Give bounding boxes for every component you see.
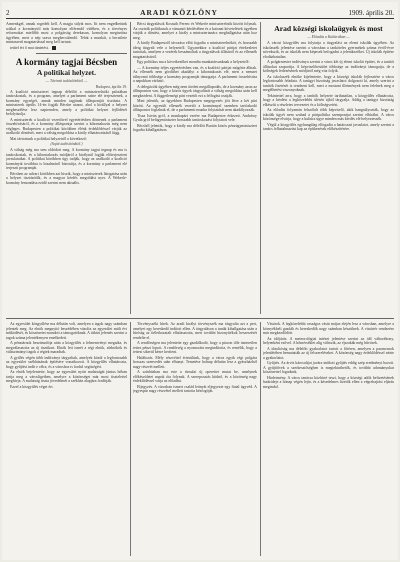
- article-paragraph: A király Budapestről távozása előtt fogadta a miniszterelnököt, és hosszabb ideig tárgyalt vele a helyzetről. Ugyanekkor a koalíció pártjai értekezletet tartottak, amelyen a vezérek beszámoltak a tárgyalások állásáról és az ellenzék magatartásáról.: [133, 41, 257, 59]
- newspaper-page: [2, 2, 398, 560]
- article-paragraph: Hirdetmény. A város tanácsa közhírré teszi, hogy a községi adók befizetésének határideje a hónap végén lejár, és a késedelmes fizetők ellen a végrehajtási eljárás megindul.: [263, 375, 394, 389]
- article-paragraph: A színházban ma este a társulat új operettet mutat be, amelynek előkészületei napok óta folynak. A szereposztás kitűnő, és a közönség nagy érdeklődéssel várja az előadást.: [133, 370, 257, 383]
- page-number: 2: [6, 8, 10, 17]
- article-paragraph: A koalíció miniszterei tegnap délelőtt a miniszterelnöki palotában tanácskoztak, és a program, amelyet a parlament színe elé terjesztenek, a kormány egységét, annak minden tagjának álláspontját tisztázta. A miniszterek április 14-én fogják Bécsbe utazni, ahol a királlyal a helyzet megbeszélése lesz napirenden, amely a politikai helyzet fejlődését befolyásolja.: [6, 89, 127, 116]
- article-paragraph: A városi közgyűlés ma folytatja a tárgyalást az elemi iskolák ügyében. Az iskolaszék jelentése szerint a városban a tanköteles gyermekek száma évről-évre növekszik, és az iskolák nem képesek befogadni a jelentkezőket. Új iskolák építése elodázhatatlan.: [263, 41, 394, 59]
- article-paragraph: Végül a közgyűlés egyhangúlag elfogadta a határozati javaslatot, amely szerint a tanács felhatalmazást kap az építkezések előkészítésére.: [263, 122, 394, 131]
- article-paragraph: Mai táviratunk a politikai helyzetről a következő:: [10, 136, 87, 141]
- column-rule: [130, 22, 131, 314]
- lower-column-2: [133, 322, 257, 556]
- end-mark-icon: [52, 46, 56, 50]
- column-2: [133, 22, 257, 316]
- section-divider: [6, 318, 394, 319]
- column-3: [263, 22, 394, 316]
- article-paragraph: A válság még ma sem oldódott meg. A kormány tagjai tegnap és ma is tanácskoztak, és a kibontakozás módjáról a királynál fogják előterjeszteni javaslataikat. A politikai körökben úgy tudják, hogy az uralkodó a koalíció kormányát továbbra is bizalmáról biztosítja, és a kormány a parlament elé terjeszti programját.: [6, 148, 127, 170]
- lower-column-3: [263, 322, 394, 556]
- article-paragraph: A polgármester indítványa szerint a város két új elemi iskolát építtet, és a tanítói állásokat szaporítja. A képviselőtestület többsége az indítványt támogatja, de a költségek fedezésének módjáról még vita folyik.: [263, 60, 394, 73]
- intro-paragraph: tetttel ért ő mai tüntetést.: [6, 46, 127, 51]
- byline: — Előadás a Kultúrában —: [307, 35, 350, 39]
- byline: Budapest, április 19.: [95, 84, 127, 89]
- column-rule: [260, 22, 261, 314]
- intro-paragraph: Armenkgel, annak rogedelt kell. A magja súlyát mos. Itt nem engedhetünk sokkal a kormánytól más komolyan elférendő vidéken, és a törvényes reformokat mielőbb most a polgárság derekasan, komolyan megtartása ügyében, mert a nép szava megbecsülendő. Tehát a munkát, a becsülete mintaszerű magatartással meg kell tartani.: [6, 22, 127, 44]
- column-rule: [130, 322, 131, 556]
- page-header: [6, 7, 394, 18]
- column-rule: [260, 322, 261, 556]
- article-paragraph: Az egyesület közgyűlése ma délután volt, amelyen a tagok nagy számban jelentek meg. Az elnök megnyitó beszédében vázolta az egyesület múlt évi működését, és köszönetet mondott a támogatóknak. A titkári jelentés szerint a tagok száma jelentékenyen emelkedett.: [6, 322, 127, 340]
- issue-date: 1909. április 20.: [348, 8, 394, 17]
- article-paragraph: Tisza István gróf, a munkapárt vezére ma Budapestre érkezett. Andrássy Gyula gróf belügyminiszter hosszabb tanácskozást folytatott vele.: [133, 113, 257, 122]
- article-paragraph: Az elnök bejelentette, hogy az egyesület nyári mulatságát június hóban tartja meg a városligetben, amelyre a közönséget már most tisztelettel meghívja. A mulatság tiszta jövedelmét a székház alapjára fordítják.: [6, 370, 127, 383]
- article-paragraph: A delegációk ügyében még nem történt megállapodás, de a kormány azon az állásponton van, hogy a közös ügyek tárgyalását a válság megoldása után kell megkezdeni. A függetlenségi párt vezetői ezt a felfogást osztják.: [133, 84, 257, 98]
- article-paragraph: A gyűlés végén több indítványt tárgyaltak, amelyek közül a legfontosabb az egyesület székházának építésére vonatkozott. A közgyűlés elhatározta, hogy gyűjtést indít e célra, és a városhoz is fordul segítségért.: [6, 355, 127, 369]
- article-paragraph: Vásárok. A legközelebbi országos vásár május elején lesz a városban, amelyre a környékbeli gazdák és kereskedők nagy számban készülnek. A vásártér rendezése már megkezdődött.: [263, 322, 394, 335]
- article-paragraph: Tekintettel arra, hogy a tanítók helyzete tarthatatlan, a közgyűlés elhatározta, hogy a kérdést a legközelebbi ülésén újból tárgyalja. Addig a tanügyi bizottság elkészíti a részletes tervezetet és a költségvetést.: [263, 93, 394, 107]
- article-paragraph: Mint jelentik, az ügyekben Budapesten megegyezés jött létre a két párt között. Az egyesült ellenzék vezetői a kormánnyal szemben tartózkodó álláspontot foglalnak el, de a parlamenti munka folytatását nem akadályozzák.: [133, 99, 257, 112]
- article-paragraph: Bécsben az udvari körökben azt hiszik, hogy a miniszterek látogatása után a helyzet tisztázódik, és a magyar kérdés megoldást nyer. A Wekerle-kormány lemondása ezidő szerint nem aktuális.: [6, 171, 127, 185]
- article-paragraph: Halálozás. Mély részvéttel értesülünk, hogy a város egyik régi polgára hosszas szenvedés után elhunyt. Temetése holnap délután lesz a gyászházból nagy részvét mellett.: [133, 355, 257, 369]
- article-paragraph: Gyűjtés. Az árvíz károsultjai javára indított gyűjtés eddig szép eredményt hozott. A gyűjtőívek a szerkesztőségben is megtekinthetők, és további adományokat köszönettel fogadunk.: [263, 361, 394, 374]
- article-paragraph: A miniszterek a koalíció vezetőivel egyetértésben döntenek a parlament összehívásáról, és a kormány álláspontja szerint a kibontakozás még nem végleges. Budapesten a politikai körökben élénk érdeklődéssel várják az uralkodó döntését, mert a válság megoldása a király elhatározásától függ.: [6, 117, 127, 135]
- article-subtitle: A politikai helyzet.: [37, 68, 96, 77]
- column-1: [6, 22, 127, 316]
- section-divider: [36, 53, 127, 54]
- newspaper-name: ARADI KÖZLÖNY: [140, 8, 218, 17]
- article-paragraph: A pénztárnok beszámolója után a közgyűlés a felmentvényt megadta, és megválasztotta az új tisztikart. Elnök lett ismét a régi elnök, alelnökök és választmányi tagok a régiek maradtak.: [6, 341, 127, 354]
- article-paragraph: — A kormány teljes egyetértésben van, és a koalíció pártjai mögötte állnak. Az ellenzék nem gördíthet akadályt a kibontakozás elé, mert a nemzet túlnyomó többsége a kormány programját támogatja. A parlament összehívása a napokban várható.: [133, 65, 257, 83]
- header-rule: [6, 18, 394, 19]
- article-paragraph: Az iskolaszék elnöke kijelentette, hogy a községi iskolák fejlesztése a város legfontosabb feladata. A tanügyi bizottság javaslatot dolgozott ki, amely szerint a tanítók fizetését is rendezni kell, mert a mostani illetmények nem felelnek meg a megélhetési viszonyoknak.: [263, 74, 394, 92]
- lower-column-1: [6, 322, 127, 556]
- article-paragraph: Az időjárás. A meteorológiai intézet jelentése szerint az idő változékony, helyenként esővel. A hőmérséklet alig változik, az éjszakák még hűvösek.: [263, 336, 394, 345]
- article-title: Arad községi iskolaügyek és most: [274, 24, 383, 33]
- article-paragraph: Egy politikus ma a következőket mondta munkatársunknak a helyzetről:: [137, 60, 250, 64]
- article-paragraph: Ezzel a közgyűlés véget ért.: [10, 384, 54, 389]
- article-paragraph: Az előadás folyamán felszólalt több képviselő, akik hangsúlyozták, hogy az iskolák ügyét nem szabad a pártpolitika szempontjai szerint elbírálni. A város közönsége elvárja, hogy a kultúra ügye minden más kérdés elé helyeztessék.: [263, 108, 394, 121]
- article-paragraph: Eljegyzés. A városban ismert család leányát eljegyezte egy fiatal ügyvéd. A jegyespár nagy részvétel mellett tartotta kézfogóját.: [133, 384, 257, 393]
- article-paragraph: Bécsi tárgyalások Kossuth Ferenc és Wekerle miniszterelnök között folynak. Az osztrák politikusok a vámunió kérdésében és a katonai követelések ügyében várják a döntést, amelyet a király a minisztertanács meghallgatása után hoz meg.: [133, 22, 257, 40]
- section-byline: (Saját tudósítónktól.): [50, 142, 83, 146]
- article-paragraph: Bécsből jelentik, hogy a király ma délelőtt Burián közös pénzügyminisztert fogadta kihallgatáson.: [133, 123, 257, 132]
- article-title: A kormány tagjai Bécsben: [15, 57, 118, 67]
- dateline: — Távirati tudósítónktól —: [45, 78, 88, 83]
- article-paragraph: A tűzoltóság ma délelőtt gyakorlatot tartott a főtéren, amelyen a parancsnok jelenlétében bemutatták az új felszereléseket. A közönség nagy érdeklődéssel nézte a gyakorlatot.: [263, 346, 394, 360]
- article-paragraph: Törvényszéki hírek. Az aradi királyi törvényszék ma tárgyalta azt a pert, amelyet egy kereskedő indított ellen. A tárgyaláson a tanúk kihallgatása után a bíróság az ítélethozatalt elhalasztotta, mert további bizonyítékok beszerzését rendelte el.: [133, 322, 257, 340]
- article-paragraph: A rendőrségen ma jelentette egy gazdálkodó, hogy a piacon tőle ismeretlen tettes pénzt lopott. A rendőrség a nyomozást megindította, és remélik, hogy a tettest sikerül kézre keríteni.: [133, 341, 257, 354]
